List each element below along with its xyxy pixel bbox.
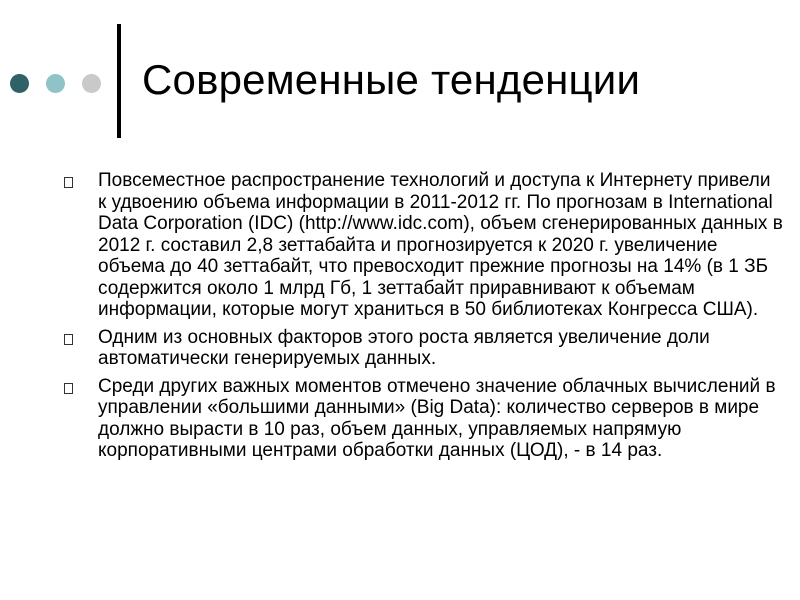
bullet-item [64,376,784,462]
bullet-item [64,327,784,370]
slide-title: Современные тенденции [142,56,641,103]
bullet-text: Среди других важных моментов отмечено значение облачных вычислений в управлении «большими данными» (Big Data): количество серверов в мире должно вырасти в 10 раз, объем данных, управляемых напрямую корпоративными центрами обработки данных (ЦОД), - в 14 раз. [98,375,776,461]
decorative-dots [10,74,110,94]
square-bullet-icon [64,383,73,394]
title-divider [117,24,121,138]
square-bullet-icon [64,177,73,188]
gray-dot [82,74,101,93]
dark-teal-dot [10,74,29,93]
light-teal-dot [46,74,65,93]
bullet-text: Повсеместное распространение технологий и доступа к Интернету привели к удвоению объема информации в 2011-2012 гг. По прогнозам в International Data Corporation (IDC) (http://www.idc.com), объем сгенерированных данных в 2012 г. составил 2,8 зеттабайта и прогнозируется к 2020 г. увеличение объема до 40 зеттабайт, что превосходит прежние прогнозы на 14% (в 1 ЗБ содержится около 1 млрд Гб, 1 зеттабайт приравнивают к объемам информации, которые могут храниться в 50 библиотеках Конгресса США). [98,170,783,320]
bullet-item [64,170,784,321]
bullet-text: Одним из основных факторов этого роста является увеличение доли автоматически генерируемых данных. [98,326,710,369]
bullet-list [64,170,784,468]
square-bullet-icon [64,334,73,345]
